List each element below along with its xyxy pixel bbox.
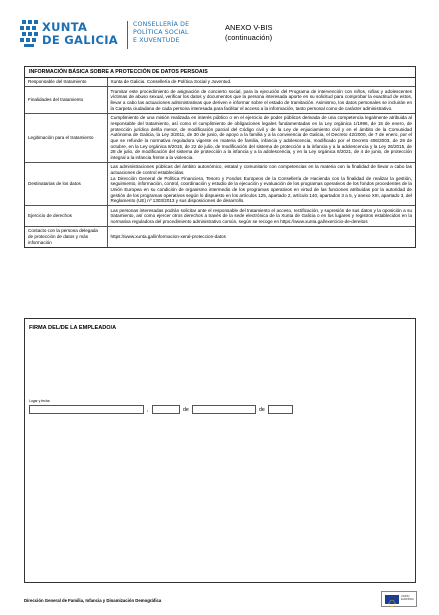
anexo-subtitle: (continuación) bbox=[225, 32, 273, 42]
row-label: Ejercicio de derechos bbox=[25, 206, 107, 227]
row-value-paragraph: https://www.xunta.gal/informacion-xeral-proteccion-datos bbox=[110, 234, 226, 240]
de-label-2: de bbox=[259, 407, 265, 413]
logo-separator bbox=[127, 21, 128, 49]
row-value-paragraph: Las personas interesadas podrán solicitar ante el responsable del tratamiento el acceso, rectificación, y supresión de sus datos y la oposición a su tratamiento, así como ejercer otros derechos a través de la sede electrónica de la Xunta de Galicia o en los lugares y registros establecidos en la normativa reguladora del procedimiento administrativo común, según se recoge en https://www.xunta.gal/exercicio-de-dereitos bbox=[110, 207, 412, 224]
conselleria-name bbox=[133, 21, 189, 45]
table-row bbox=[25, 78, 415, 87]
month-field[interactable] bbox=[192, 405, 256, 414]
row-label: Contacto con la persona delegada de protección de datos y más información bbox=[25, 227, 107, 247]
table-row bbox=[25, 162, 415, 205]
eu-flag-icon bbox=[385, 595, 399, 604]
row-value-paragraph: La Dirección General de Política Financiera, Tesoro y Fondos Europeos de la Consellería de Hacienda con la finalidad de realizar la gestión, seguimiento, información, control, coordinación y estudio de la ejecución y evaluación de los programas operativos de los fondos procedentes de la Unión Europea en su condición de organismo intermedio de los programas operativos en virtud de las funciones atribuidas por la autoridad de gestión de los programas operativos según lo dispuesto en los artículos 125, apartado 2, artículo 140, apartados 3 a 5, y anexo XIII, apartado 3, del Reglamento (UE) nº 1303/2013 y sus disposiciones de desarrollo. bbox=[110, 175, 412, 204]
eu-text: UNIÓN EUROPEA bbox=[401, 595, 414, 602]
row-label: Legitimación para el tratamiento bbox=[25, 113, 107, 162]
row-value-paragraph: Cumplimiento de una misión realizada en interés público o en el ejercicio de poder públicos derivada de una competencia legalmente atribuida al responsable del tratamiento, así como el cumplimiento de obligaciones legales fundamentadas en la Ley orgánica 1/1996, de 15 de enero, de protección jurídica del/la menor, de modificación parcial del Código civil y de la Ley de enjuiciamiento civil y en el ámbito de la Comunidad Autónoma de Galicia, la Ley 3/2011, de 30 de junio, de apoyo a la familia y a la convivencia de Galicia, el Decreto 42/2000, de 7 de enero, por el que se refunde la normativa reguladora vigente en materia de familia, infancia y adolescencia, modificado por el Decreto 406/2003, de 29 de octubre, en la Ley orgánica 8/2015, de 22 de julio, de modificación del sistema de protección a la infancia y a la adolescencia y la Ley 26/2015, de 28 de julio, de modificación del sistema de protección a la infancia y a la adolescencia, y en la Ley orgánica 8/2021, de 4 de junio, de protección integral a la infancia frente a la violencia. bbox=[110, 115, 412, 160]
row-value bbox=[107, 227, 415, 247]
eu-logo bbox=[381, 591, 417, 607]
conselleria-line-2: POLÍTICA SOCIAL bbox=[133, 29, 189, 36]
row-value bbox=[107, 87, 415, 113]
year-field[interactable] bbox=[268, 405, 293, 414]
conselleria-line-3: E XUVENTUDE bbox=[133, 37, 180, 44]
row-value bbox=[107, 162, 415, 205]
de-label-1: de bbox=[183, 407, 189, 413]
row-value-paragraph: Tramitar este procedimiento de asignación de concierto social, para la ejecución del Programa de intervención con niños, niñas y adolescentes víctimas de abuso sexual, verificar los datos y documentos que la persona interesada aporte en su solicitud para comprobar la exactitud de estos, llevar a cabo las actuaciones administrativas que deriven e informar sobre el estado de tramitación. Asimismo, los datos personales se incluirán en la Carpeta ciudadana de cada persona interesada para facilitar el acceso a la información, tanto personal como de carácter administrativo. bbox=[110, 88, 412, 111]
table-row bbox=[25, 206, 415, 227]
signature-section bbox=[24, 318, 416, 583]
place-field[interactable] bbox=[29, 405, 144, 414]
table-row bbox=[25, 227, 415, 247]
row-label: Responsable del tratamiento bbox=[25, 78, 107, 87]
anexo-title: ANEXO V-BIS bbox=[225, 23, 273, 32]
xunta-logo-text bbox=[42, 21, 118, 47]
table-row bbox=[25, 87, 415, 113]
comma-separator: , bbox=[147, 407, 149, 413]
row-value-paragraph: Las administraciones públicas del ámbito autonómico, estatal y comunitario con competencias en la materia con la finalidad de llevar a cabo las actuaciones de control establecidas. bbox=[110, 164, 412, 175]
signature-title: FIRMA DEL/DE LA EMPLEADO/A bbox=[29, 325, 117, 331]
data-protection-title: INFORMACIÓN BÁSICA SOBRE A PROTECCIÓN DE DATOS PERSOAIS bbox=[25, 67, 415, 78]
logo-line-2: DE GALICIA bbox=[42, 33, 118, 47]
logo-line-1: XUNTA bbox=[42, 20, 88, 34]
day-field[interactable] bbox=[152, 405, 180, 414]
footer-department: Dirección General de Familia, Infancia y Dinamización Demográfica bbox=[24, 598, 162, 603]
anexo-heading bbox=[225, 23, 273, 42]
place-date-label: Lugar y fecha bbox=[29, 399, 50, 403]
data-protection-section bbox=[24, 66, 416, 248]
row-label: Destinatarias de los datos bbox=[25, 162, 107, 205]
xunta-emblem-icon bbox=[20, 20, 38, 48]
data-protection-table bbox=[25, 78, 415, 247]
document-header bbox=[20, 18, 420, 54]
row-label: Finalidades del tratamiento bbox=[25, 87, 107, 113]
row-value-paragraph: Xunta de Galicia. Consellería de Política Social y Juventud. bbox=[110, 79, 232, 85]
row-value bbox=[107, 78, 415, 87]
row-value bbox=[107, 113, 415, 162]
eu-stars-icon bbox=[385, 599, 399, 608]
row-value bbox=[107, 206, 415, 227]
table-row bbox=[25, 113, 415, 162]
conselleria-line-1: CONSELLERÍA DE bbox=[133, 21, 190, 28]
